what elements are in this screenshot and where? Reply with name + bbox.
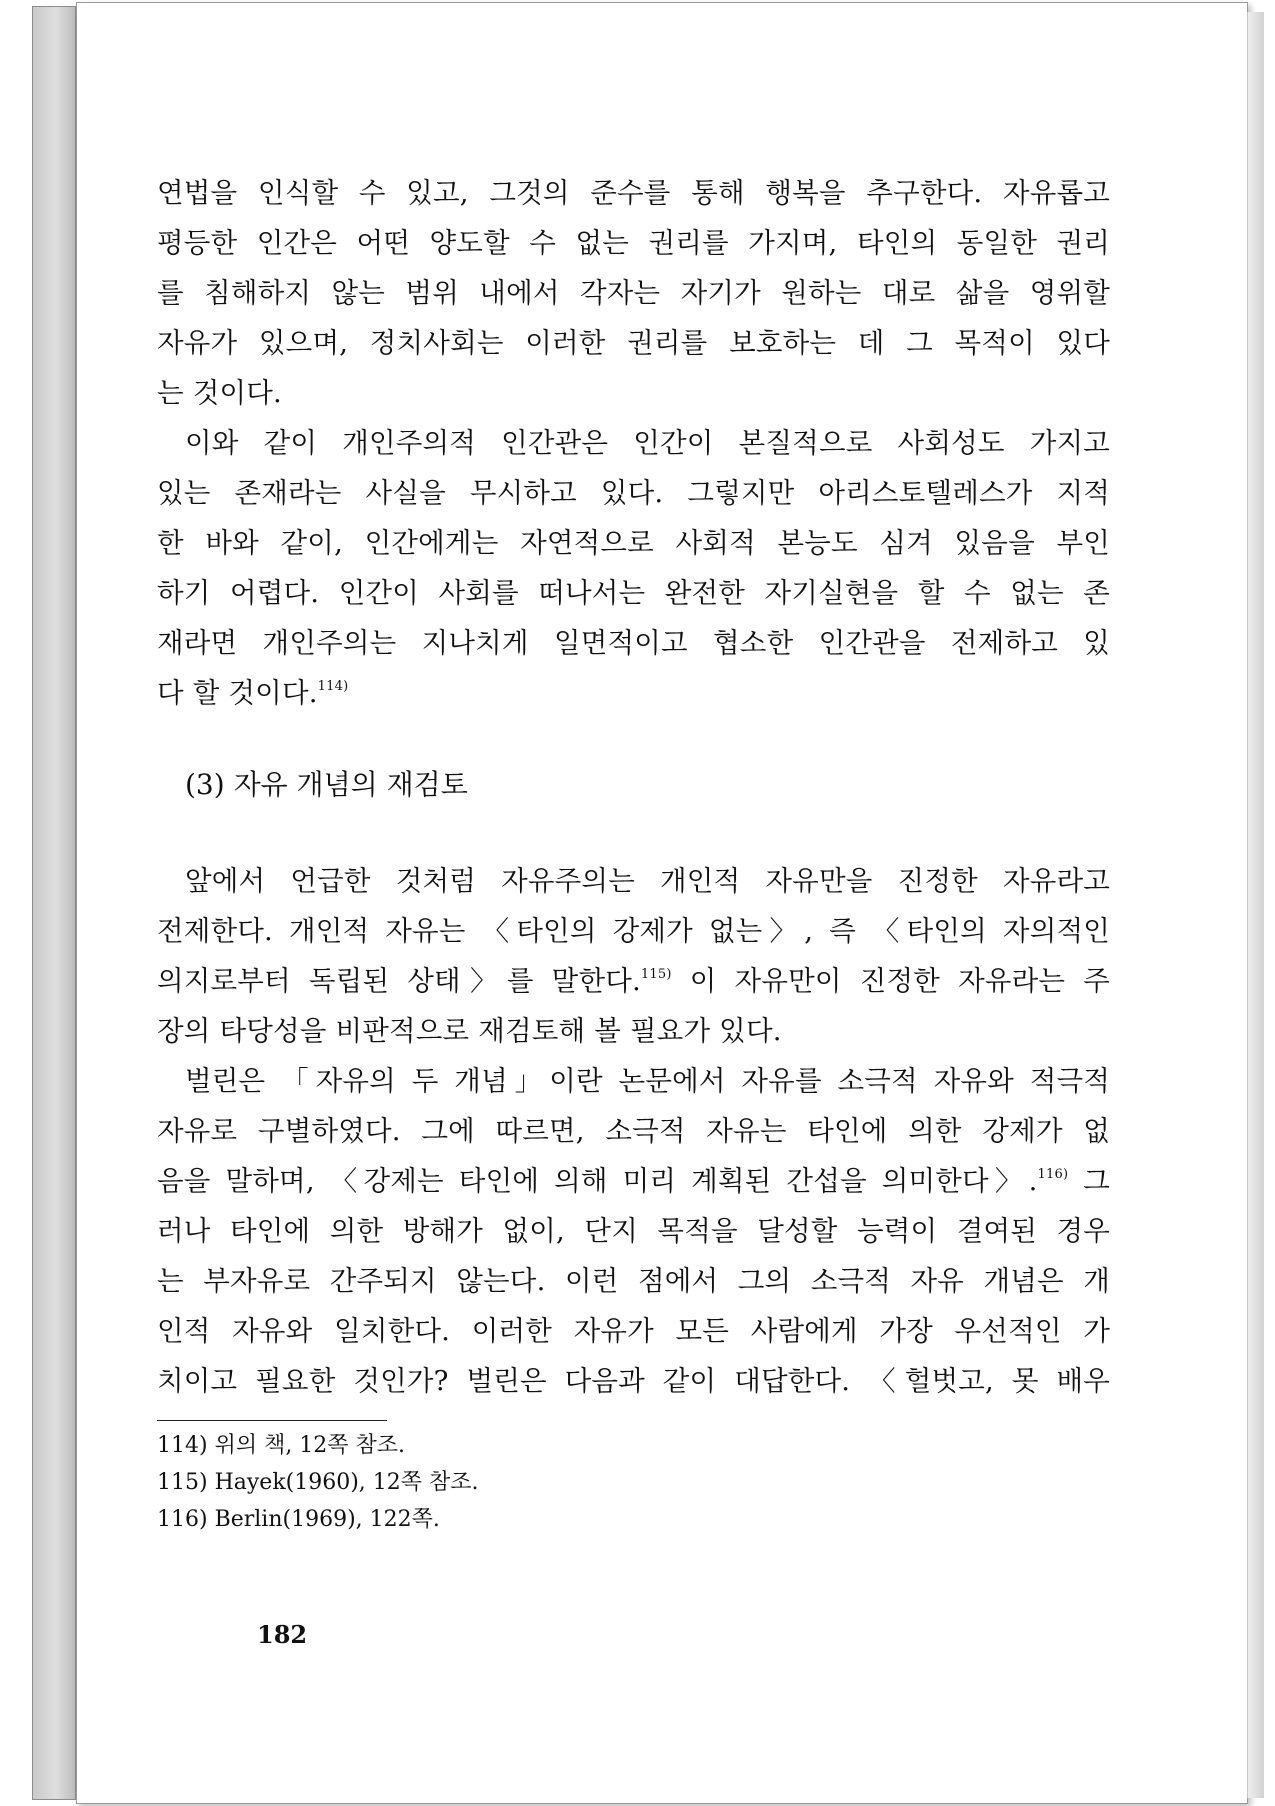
text-line: 한 바와 같이, 인간에게는 자연적으로 사회적 본능도 심겨 있음을 부인 [157,527,1110,559]
footnote: 115) Hayek(1960), 12쪽 참조. [157,1470,479,1495]
footnote-ref: 115) [640,967,672,982]
page-number: 182 [257,1620,308,1649]
text-line: 하기 어렵다. 인간이 사회를 떠나서는 완전한 자기실현을 할 수 없는 존 [157,577,1110,609]
text-fragment: 다 할 것이다. [157,677,318,709]
text-line: 평등한 인간은 어떤 양도할 수 없는 권리를 가지며, 타인의 동일한 권리 [157,227,1110,259]
text-fragment: 그 [1068,1165,1110,1197]
footnotes [157,1427,1110,1538]
text-line: 벌린은 「자유의 두 개념」이란 논문에서 자유를 소극적 자유와 적극적 [185,1065,1110,1097]
page-edge [1247,12,1264,1798]
footnote: 114) 위의 책, 12쪽 참조. [157,1433,406,1458]
text-line [157,668,1110,718]
section-heading: (3) 자유 개념의 재검토 [185,768,468,801]
text-line: 이와 같이 개인주의적 인간관은 인간이 본질적으로 사회성도 가지고 [185,427,1110,459]
footnote: 116) Berlin(1969), 122쪽. [157,1507,440,1532]
book-spine [32,6,76,1800]
text-line: 있는 존재라는 사실을 무시하고 있다. 그렇지만 아리스토텔레스가 지적 [157,477,1110,509]
text-fragment: 의지로부터 독립된 상태〉를 말한다. [157,965,641,997]
page-content [157,168,1110,1538]
paragraph [157,418,1110,718]
text-line: 치이고 필요한 것인가? 벌린은 다음과 같이 대답한다. 〈헐벗고, 못 배우 [157,1365,1110,1397]
text-line [157,1156,1110,1206]
text-line: 는 부자유로 간주되지 않는다. 이런 점에서 그의 소극적 자유 개념은 개 [157,1265,1110,1297]
text-fragment: 이 자유만이 진정한 자유라는 주 [671,965,1110,997]
text-line: 연법을 인식할 수 있고, 그것의 준수를 통해 행복을 추구한다. 자유롭고 [157,177,1110,209]
paragraph [157,1056,1110,1406]
text-line: 전제한다. 개인적 자유는 〈타인의 강제가 없는〉, 즉 〈타인의 자의적인 [157,915,1110,947]
text-line: 인적 자유와 일치한다. 이러한 자유가 모든 사람에게 가장 우선적인 가 [157,1315,1110,1347]
text-line: 재라면 개인주의는 지나치게 일면적이고 협소한 인간관을 전제하고 있 [157,627,1110,659]
text-line: 자유로 구별하였다. 그에 따르면, 소극적 자유는 타인에 의한 강제가 없 [157,1115,1110,1147]
paragraph [157,856,1110,1056]
text-line: 러나 타인에 의한 방해가 없이, 단지 목적을 달성할 능력이 결여된 경우 [157,1215,1110,1247]
text-line: 장의 타당성을 비판적으로 재검토해 볼 필요가 있다. [157,1015,782,1047]
text-line: 는 것이다. [157,377,282,409]
text-fragment: 음을 말하며, 〈강제는 타인에 의해 미리 계획된 간섭을 의미한다〉. [157,1165,1038,1197]
footnote-divider [157,1420,387,1421]
text-line: 자유가 있으며, 정치사회는 이러한 권리를 보호하는 데 그 목적이 있다 [157,327,1110,359]
paragraph [157,168,1110,418]
footnote-ref: 116) [1037,1167,1069,1182]
text-line: 앞에서 언급한 것처럼 자유주의는 개인적 자유만을 진정한 자유라고 [185,865,1110,897]
footnote-ref: 114) [317,679,349,694]
text-line: 를 침해하지 않는 범위 내에서 각자는 자기가 원하는 대로 삶을 영위할 [157,277,1110,309]
text-line [157,956,1110,1006]
